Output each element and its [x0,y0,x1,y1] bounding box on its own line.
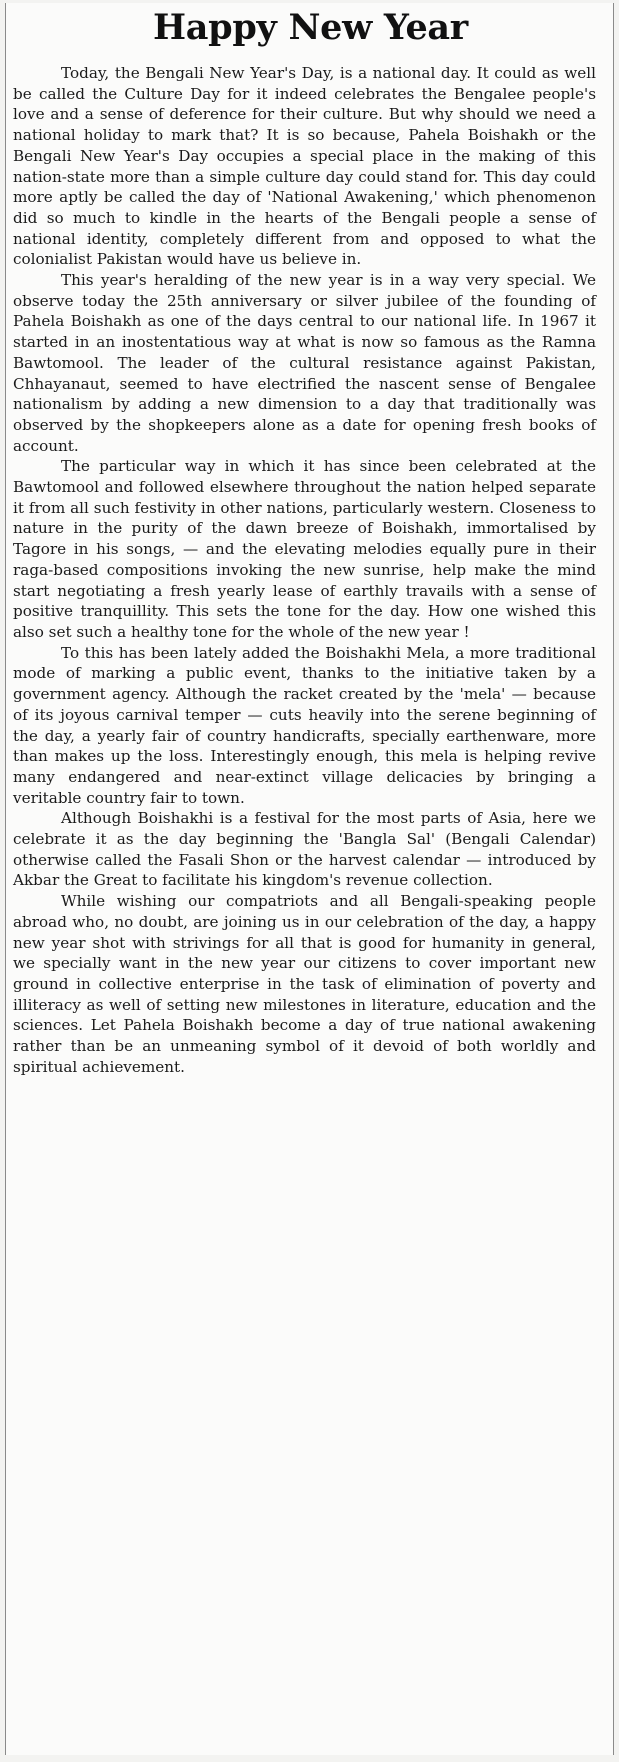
article-body [13,63,596,1077]
paragraph-5: Although Boishakhi is a festival for the most parts of Asia, here we celebrate it as the day beginning the 'Bangla Sal' (Bengali Calendar) otherwise called the Fasali Shon or the harvest calendar — introduced by Akbar the Great to facilitate his kingdom's revenue collection. [13,809,596,890]
paragraph-3: The particular way in which it has since been celebrated at the Bawtomool and followed elsewhere throughout the nation helped separate it from all such festivity in other nations, particularly western. Closeness to nature in the purity of the dawn breeze of Boishakh, immortalised by Tagore in his songs, — and the elevating melodies equally pure in their raga-based compositions invoking the new sunrise, help make the mind start negotiating a fresh yearly lease of earthly travails with a sense of positive tranquillity. This sets the tone for the day. How one wished this also set such a healthy tone for the whole of the new year ! [13,457,596,641]
paragraph-1: Today, the Bengali New Year's Day, is a national day. It could as well be called the Culture Day for it indeed celebrates the Bengalee people's love and a sense of deference for their culture. But why should we need a national holiday to mark that? It is so because, Pahela Boishakh or the Bengali New Year's Day occupies a special place in the making of this nation-state more than a simple culture day could stand for. This day could more aptly be called the day of 'National Awakening,' which phenomenon did so much to kindle in the hearts of the Bengali people a sense of national identity, completely different from and opposed to what the colonialist Pakistan would have us believe in. [13,64,596,269]
article-title: Happy New Year [153,7,468,48]
paragraph-6: While wishing our compatriots and all Bengali-speaking people abroad who, no doubt, are joining us in our celebration of the day, a happy new year shot with strivings for all that is good for humanity in general, we specially want in the new year our citizens to cover important new ground in collective enterprise in the task of elimination of poverty and illiteracy as well of setting new milestones in literature, education and the sciences. Let Pahela Boishakh become a day of true national awakening rather than be an unmeaning symbol of it devoid of both worldly and spiritual achievement. [13,892,596,1076]
newspaper-clipping [5,3,614,1755]
paragraph-4: To this has been lately added the Boishakhi Mela, a more traditional mode of marking a public event, thanks to the initiative taken by a government agency. Although the racket created by the 'mela' — because of its joyous carnival temper — cuts heavily into the serene beginning of the day, a yearly fair of country handicrafts, specially earthenware, more than makes up the loss. Interestingly enough, this mela is helping revive many endangered and near-extinct village delicacies by bringing a veritable country fair to town. [13,643,596,807]
paragraph-2: This year's heralding of the new year is in a way very special. We observe today the 25th anniversary or silver jubilee of the founding of Pahela Boishakh as one of the days central to our national life. In 1967 it started in an inostentatious way at what is now so famous as the Ramna Bawtomool. The leader of the cultural resistance against Pakistan, Chhayanaut, seemed to have electrified the nascent sense of Bengalee nationalism by adding a new dimension to a day that traditionally was observed by the shopkeepers alone as a date for opening fresh books of account. [13,271,596,455]
